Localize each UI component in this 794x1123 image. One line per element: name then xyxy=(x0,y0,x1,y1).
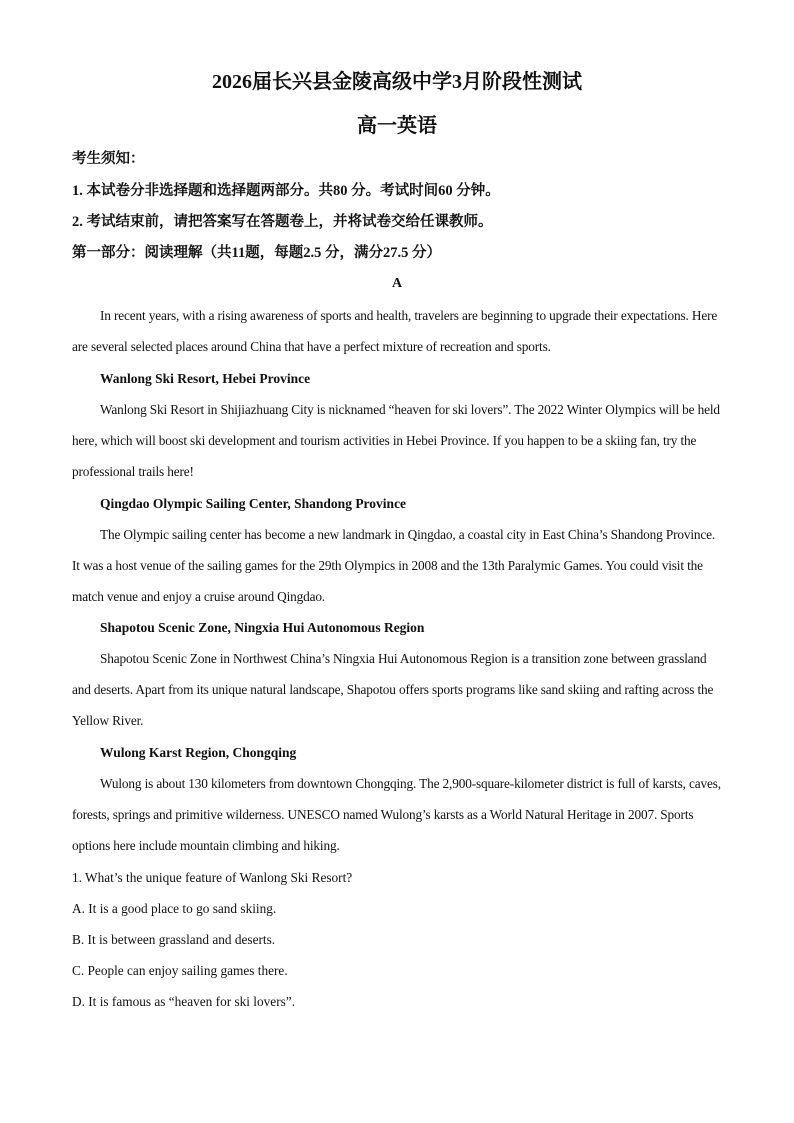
notice-item-2: 2. 考试结束前，请把答案写在答题卷上，并将试卷交给任课教师。 xyxy=(72,214,493,230)
question-1-option-b: B. It is between grassland and deserts. xyxy=(72,932,276,947)
question-1-option-a: A. It is a good place to go sand skiing. xyxy=(72,901,277,916)
question-1-option-d: D. It is famous as “heaven for ski lovers”. xyxy=(72,994,296,1009)
exam-title: 2026届长兴县金陵高级中学3月阶段性测试 xyxy=(212,71,582,93)
section-text-shapotou: Shapotou Scenic Zone in Northwest China’s Ningxia Hui Autonomous Region is a transition zone between grassland and deserts. Apart from its unique natural landscape, Shapotou offers sports programs like sand skiing and rafting across the Yellow River. xyxy=(72,651,714,728)
section-heading-qingdao: Qingdao Olympic Sailing Center, Shandong Province xyxy=(100,496,407,511)
section-heading-wulong: Wulong Karst Region, Chongqing xyxy=(100,745,297,760)
passage-letter: A xyxy=(391,276,403,291)
notice-item-1: 1. 本试卷分非选择题和选择题两部分。共80 分。考试时间60 分钟。 xyxy=(72,183,500,199)
exam-subtitle: 高一英语 xyxy=(357,115,437,137)
section-text-qingdao: The Olympic sailing center has become a new landmark in Qingdao, a coastal city in East China’s Shandong Province. It was a host venue of the sailing games for the 29th Olympics in 2008 and the 13th Paralymic Games. You could visit the match venue and enjoy a cruise around Qingdao. xyxy=(72,527,716,604)
section-text-wulong: Wulong is about 130 kilometers from downtown Chongqing. The 2,900-square-kilometer district is full of karsts, caves, forests, springs and primitive wilderness. UNESCO named Wulong’s karsts as a World Natural Heritage in 2007. Sports options here include mountain climbing and hiking. xyxy=(72,776,721,853)
question-1-option-c: C. People can enjoy sailing games there. xyxy=(72,963,288,978)
part-one-heading: 第一部分：阅读理解（共11题，每题2.5 分，满分27.5 分） xyxy=(72,245,441,261)
section-heading-wanlong: Wanlong Ski Resort, Hebei Province xyxy=(100,371,311,386)
notice-label: 考生须知： xyxy=(72,151,145,167)
passage-intro: In recent years, with a rising awareness of sports and health, travelers are beginning to upgrade their expectations. Here are several selected places around China that have a perfect mixture of recreation and sports. xyxy=(72,308,718,354)
section-heading-shapotou: Shapotou Scenic Zone, Ningxia Hui Autonomous Region xyxy=(100,620,425,635)
section-text-wanlong: Wanlong Ski Resort in Shijiazhuang City is nicknamed “heaven for ski lovers”. The 2022 Winter Olympics will be held here, which will boost ski development and tourism activities in Hebei Province. If you happen to be a skiing fan, try the professional trails here! xyxy=(72,402,720,479)
question-1-stem: 1. What’s the unique feature of Wanlong Ski Resort? xyxy=(72,870,353,885)
